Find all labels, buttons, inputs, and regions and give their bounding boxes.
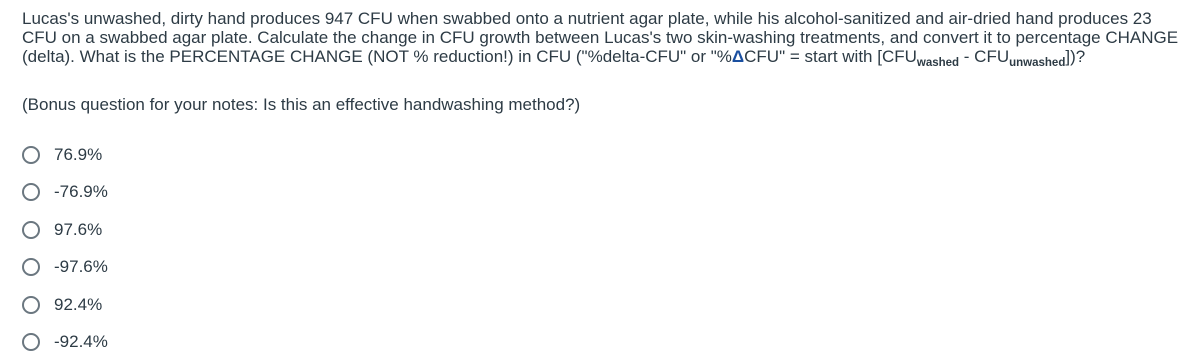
answer-option[interactable] (22, 211, 108, 249)
bonus-question: (Bonus question for your notes: Is this an effective handwashing method?) (22, 95, 580, 115)
radio-button[interactable] (22, 146, 40, 164)
answer-option[interactable] (22, 136, 108, 174)
delta-symbol: Δ (732, 47, 744, 66)
radio-button[interactable] (22, 221, 40, 239)
subscript-washed: washed (917, 57, 959, 69)
question-part-4: ])? (1065, 47, 1085, 66)
question-part-3: - CFU (959, 47, 1009, 66)
answer-option[interactable] (22, 286, 108, 324)
answer-label: 97.6% (54, 220, 102, 240)
answer-option[interactable] (22, 174, 108, 212)
answer-label: 92.4% (54, 295, 102, 315)
answer-label: -92.4% (54, 332, 108, 352)
question-part-2: CFU" = start with [CFU (744, 47, 917, 66)
question-text (22, 9, 1187, 69)
radio-button[interactable] (22, 296, 40, 314)
question-part-1: Lucas's unwashed, dirty hand produces 947 CFU when swabbed onto a nutrient agar plate, while his alcohol-sanitized and air-dried hand produces 23 CFU on a swabbed agar plate. Calculate the change in CFU growth between Lucas's two skin-washing treatments, and convert it to percentage CHANGE (delta). What is the PERCENTAGE CHANGE (NOT % reduction!) in CFU ("%delta-CFU" or "% (22, 9, 1178, 66)
answer-label: -76.9% (54, 182, 108, 202)
answer-label: 76.9% (54, 145, 102, 165)
subscript-unwashed: unwashed (1009, 57, 1065, 69)
radio-button[interactable] (22, 258, 40, 276)
answer-option[interactable] (22, 249, 108, 287)
radio-button[interactable] (22, 183, 40, 201)
answer-list (22, 136, 108, 361)
answer-label: -97.6% (54, 257, 108, 277)
answer-option[interactable] (22, 324, 108, 361)
radio-button[interactable] (22, 333, 40, 351)
